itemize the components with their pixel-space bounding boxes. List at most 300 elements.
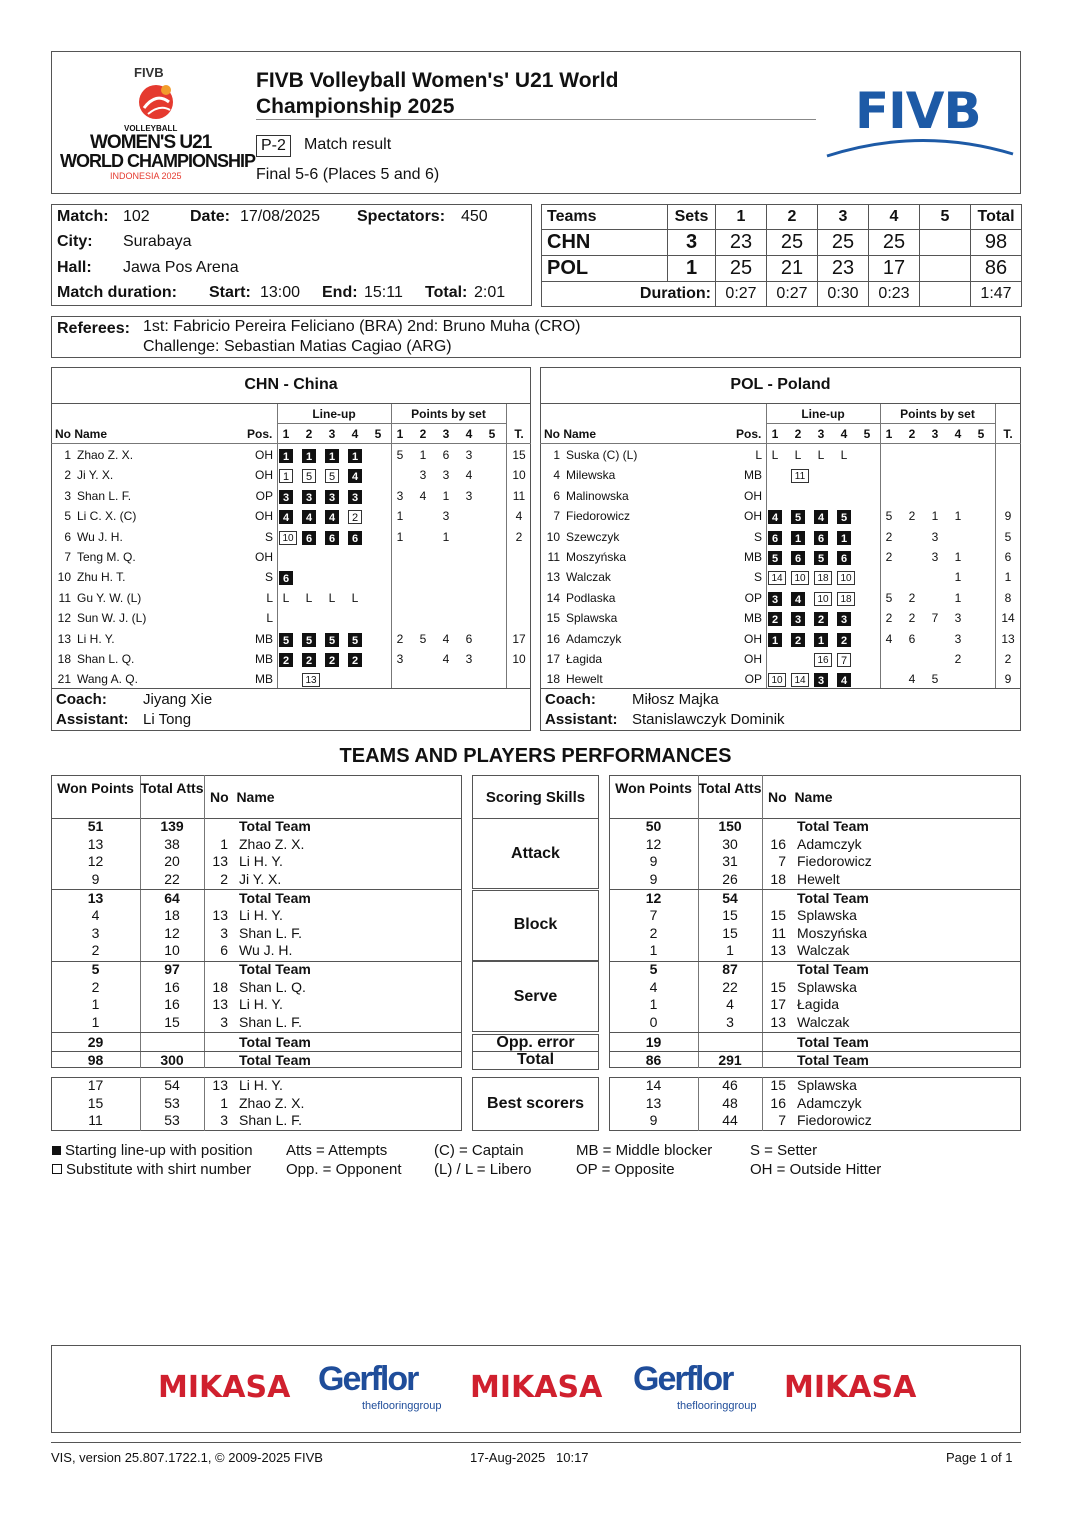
player-name: Moszyńska [566,550,627,564]
total-atts: 15 [722,907,738,923]
total-atts: 54 [164,1077,180,1093]
starting-position: 5 [279,633,293,647]
points-col-header: 5 [488,427,496,441]
libero-mark: L [328,590,336,605]
perf-column-divider [204,775,205,1068]
player-name: Milewska [566,468,616,483]
score-set1: 23 [716,230,767,256]
lineup-col-header: 4 [351,427,359,441]
player-name: Shan L. F. [239,1013,303,1030]
won-points: 2 [649,924,658,941]
won-points: 12 [645,889,662,906]
score-head-set3: 3 [818,205,869,230]
player-name: Splawska [797,978,857,995]
header-divider [277,423,506,424]
player-number: 6 [220,942,228,958]
event-title-line2: Championship 2025 [256,95,455,118]
total-atts: 97 [164,961,180,977]
player-name: Li H. Y. [239,907,283,923]
duration-label: Match duration: [57,284,177,301]
skill-label: Serve [472,961,599,1032]
player-number: 12 [57,611,71,626]
skill-label: Total [472,1051,599,1070]
substitute-number: 14 [791,673,809,687]
team-title: CHN - China [244,376,338,393]
player-name: Splawska [797,1077,857,1093]
perf-column-divider [204,1077,205,1131]
set-points: 3 [954,611,962,626]
score-head-set2: 2 [767,205,818,230]
score-head-set5: 5 [920,205,971,230]
won-points: 11 [88,1112,103,1128]
referees-label: Referees: [57,320,130,337]
starting-position: 4 [837,673,851,687]
legend-text: (C) = Captain [434,1142,524,1159]
libero-mark: L [817,448,825,462]
starting-position: 2 [768,612,782,626]
player-number: 18 [57,652,71,666]
won-points: 51 [87,818,104,834]
total-atts: 15 [722,924,738,941]
player-total: 15 [512,448,526,462]
lineup-header: Line-up [312,407,356,421]
score-set1: 25 [716,256,767,282]
skill-label: Opp. error [472,1034,599,1052]
total-atts: 26 [722,870,738,887]
substitute-number: 2 [348,510,362,524]
starting-position: 6 [325,531,339,545]
libero-mark: L [351,590,359,605]
set-points: 3 [442,468,450,483]
player-position: OH [744,631,762,646]
starting-position: 4 [768,510,782,524]
score-row-pol [542,256,1022,282]
duration-row-label: Duration: [542,282,716,307]
match-date: 17/08/2025 [240,208,321,225]
points-col-header: 1 [885,427,893,441]
assistant-name: Li Tong [143,711,192,728]
player-name: Moszyńska [797,924,868,941]
libero-mark: L [840,448,848,462]
sponsor-mikasa: MIKASA [158,1370,291,1405]
starting-position: 3 [325,490,339,504]
player-number: 17 [770,996,786,1012]
starting-position: 5 [325,633,339,647]
total-col-header: T. [1003,427,1013,441]
won-points: 9 [649,870,658,887]
set-points: 3 [396,488,404,503]
total-atts: 20 [164,853,180,869]
player-position: MB [255,631,273,646]
starting-position: 3 [279,490,293,504]
player-name: Łagida [797,996,840,1012]
player-position: S [264,529,273,544]
referees-line1: 1st: Fabricio Pereira Feliciano (BRA) 2nd: Bruno Muha (CRO) [143,318,581,335]
score-header-row [542,205,1022,230]
player-name: Total Team [797,1033,869,1050]
legend-sub [52,1161,251,1178]
score-row-chn [542,230,1022,256]
score-set3: 25 [818,230,869,256]
player-name: Splawska [797,907,857,923]
sponsor-mikasa: MIKASA [470,1370,603,1405]
duration-row [542,282,1022,307]
starting-position: 2 [791,633,805,647]
legend-text: OP = Opposite [576,1161,675,1178]
score-head-set1: 1 [716,205,767,230]
set-points: 1 [954,550,962,564]
player-number: 16 [770,1094,786,1111]
lineup-col-header: 2 [305,427,313,441]
player-total: 8 [1004,590,1012,605]
starting-position: 4 [791,592,805,606]
logo-vb: VOLLEYBALL [124,124,178,133]
player-position: OH [255,550,273,564]
score-set5 [920,256,971,282]
won-points-header: Won Points [57,780,134,796]
total-atts-header: Total Atts [140,780,204,796]
sponsor-gerflor [318,1360,458,1420]
team-title-divider [540,403,1021,404]
player-number: 7 [778,853,786,869]
starting-position: 3 [814,673,828,687]
player-number: 7 [778,1112,786,1128]
score-set4: 25 [869,230,920,256]
player-number: 7 [553,509,560,524]
player-name: Shan L. Q. [239,978,306,995]
substitute-square-icon [52,1164,62,1174]
won-points: 2 [91,942,100,958]
score-team: POL [542,256,668,282]
player-name: Shan L. F. [239,924,303,941]
points-col-header: 2 [908,427,916,441]
won-points: 9 [91,870,100,887]
set-points: 3 [419,468,427,483]
player-name: Total Team [239,889,311,906]
player-name: Adamczyk [797,1094,862,1111]
total-atts: 53 [164,1094,180,1111]
player-position: OH [744,652,762,666]
won-points: 7 [649,907,658,923]
won-points: 13 [645,1094,662,1111]
gerflor-name: Gerflor [633,1360,733,1398]
player-position: L [755,448,762,462]
fivb-swoosh-icon [825,132,1015,158]
perf-title: TEAMS AND PLAYERS PERFORMANCES [339,745,732,767]
total-atts: 22 [722,978,738,995]
starting-position: 1 [325,449,339,463]
player-name: Ji Y. X. [239,870,282,887]
player-name: Li H. Y. [239,996,283,1012]
player-name: Wu J. H. [77,529,123,544]
substitute-number: 13 [302,673,320,687]
event-logo [60,62,255,187]
player-number: 10 [546,529,560,544]
duration-set3: 0:30 [818,282,869,307]
lineup-col-header: 3 [328,427,336,441]
player-number: 10 [57,570,71,585]
logo-line1: WOMEN'S U21 [90,132,212,153]
player-position: S [264,570,273,585]
total-atts: 10 [164,942,180,958]
won-points: 1 [91,996,100,1012]
starting-position: 3 [768,592,782,606]
won-points: 3 [91,924,100,941]
player-number: 6 [553,488,560,503]
player-position: MB [744,468,762,483]
player-name: Gu Y. W. (L) [77,590,142,605]
start-label: Start: [209,284,251,301]
player-position: OP [744,672,762,687]
set-points: 4 [908,672,916,687]
legend-text: OH = Outside Hitter [750,1161,882,1178]
doc-code: P-2 [256,135,291,157]
player-number: 7 [64,550,71,564]
starting-position: 2 [837,633,851,647]
set-points: 3 [931,529,939,544]
player-number: 13 [212,853,228,869]
set-points: 2 [908,509,916,524]
lineup-col-header: 3 [817,427,825,441]
total-label: Total: [425,284,468,301]
player-position: OH [744,509,762,524]
player-name: Total Team [239,1051,311,1068]
substitute-number: 18 [814,571,832,585]
assistant-label: Assistant: [545,711,618,728]
player-total: 17 [512,631,526,646]
legend-text: Starting line-up with position [65,1142,253,1159]
fivb-brand-logo [825,82,1015,162]
substitute-number: 10 [837,571,855,585]
won-points: 12 [87,853,104,869]
won-points: 5 [649,961,658,977]
player-name: Walczak [797,1013,850,1030]
player-name: Adamczyk [566,631,622,646]
player-number: 11 [771,924,786,941]
set-points: 5 [885,509,893,524]
skill-label: Best scorers [472,1077,599,1131]
match-phase: Final 5-6 (Places 5 and 6) [256,166,440,183]
player-number: 3 [220,1112,228,1128]
player-number: 3 [220,1013,228,1030]
logo-line3: INDONESIA 2025 [110,171,182,181]
points-header: Points by set [900,407,975,421]
won-points: 1 [649,942,658,958]
player-name: Wang A. Q. [77,672,138,687]
player-number: 14 [546,590,560,605]
volleyball-logo-icon [136,82,176,122]
substitute-number: 1 [279,469,293,483]
total-atts: 4 [726,996,734,1012]
sponsor-gerflor [633,1360,773,1420]
score-set4: 17 [869,256,920,282]
player-number: 15 [770,1077,786,1093]
starting-position: 1 [837,531,851,545]
player-number: 3 [220,924,228,941]
legend-text: Atts = Attempts [286,1142,388,1159]
logo-fivb-small: FIVB [134,65,164,80]
player-name: Shan L. F. [77,488,132,503]
set-points: 6 [442,448,450,462]
total-atts: 22 [164,870,180,887]
libero-mark: L [305,590,313,605]
player-number: 2 [64,468,71,483]
duration-total: 1:47 [971,282,1022,307]
player-name: Hewelt [797,870,840,887]
set-points: 1 [419,448,427,462]
starting-position: 4 [814,510,828,524]
substitute-number: 10 [791,571,809,585]
player-position: MB [744,550,762,564]
total-atts: 15 [164,1013,180,1030]
player-number: 4 [553,468,560,483]
libero-mark: L [794,448,802,462]
total-atts: 291 [718,1051,742,1068]
player-number: 18 [546,672,560,687]
set-points: 2 [885,529,893,544]
won-points: 4 [649,978,658,995]
player-position: OP [255,488,273,503]
won-points: 13 [87,889,104,906]
set-points: 2 [908,611,916,626]
coach-name: Miłosz Majka [632,691,719,708]
libero-mark: L [771,448,779,462]
doc-name: Match result [304,136,392,153]
total-atts: 300 [160,1051,184,1068]
won-points: 2 [91,978,100,995]
player-name: Fiedorowicz [797,1112,872,1128]
city-label: City: [57,233,93,250]
event-title-line1: FIVB Volleyball Women's' U21 World [256,69,619,92]
no-name-header: No Name [210,789,275,805]
player-position: OH [255,468,273,483]
lineup-header: Line-up [801,407,845,421]
score-head-sets: Sets [668,205,716,230]
player-name: Teng M. Q. [77,550,136,564]
starting-position: 1 [791,531,805,545]
gerflor-name: Gerflor [318,1360,418,1398]
score-set2: 25 [767,230,818,256]
total-atts: 44 [722,1112,738,1128]
starting-position: 1 [768,633,782,647]
total-atts: 38 [164,835,180,852]
player-total: 14 [1001,611,1015,626]
player-name: Zhu H. T. [77,570,126,585]
duration-set5 [920,282,971,307]
score-sets: 1 [668,256,716,282]
score-total: 98 [971,230,1022,256]
player-number: 13 [212,996,228,1012]
set-points: 2 [885,550,893,564]
total-atts: 139 [160,818,184,834]
player-number: 13 [770,1013,786,1030]
starting-position: 4 [279,510,293,524]
substitute-number: 11 [791,469,809,483]
player-position: L [266,611,273,626]
player-total: 6 [1004,550,1012,564]
legend-text: (L) / L = Libero [434,1161,532,1178]
set-points: 1 [396,529,404,544]
total-atts: 16 [164,996,180,1012]
referees-line2: Challenge: Sebastian Matias Cagiao (ARG) [143,338,452,355]
skill-label: Attack [472,818,599,889]
assistant-name: Stanislawczyk Dominik [632,711,785,728]
player-name: Wu J. H. [239,942,293,958]
spectators-count: 450 [461,208,488,225]
total-atts: 54 [722,889,738,906]
set-points: 3 [931,550,939,564]
score-set2: 21 [767,256,818,282]
player-name: Total Team [797,1051,869,1068]
player-total: 4 [515,509,523,524]
starting-position: 5 [814,551,828,565]
player-total: 13 [1001,631,1015,646]
starting-position: 6 [837,551,851,565]
set-points: 5 [419,631,427,646]
player-number: 1 [220,1094,228,1111]
team-title-divider [51,403,531,404]
set-points: 4 [885,631,893,646]
legend [52,1142,1012,1182]
starting-position: 6 [348,531,362,545]
starting-position: 3 [791,612,805,626]
lineup-col-header: 2 [794,427,802,441]
player-name: Walczak [566,570,611,585]
player-name: Li H. Y. [77,631,115,646]
total-atts: 150 [718,818,742,834]
player-position: MB [255,672,273,687]
team-title: POL - Poland [730,376,831,393]
score-total: 86 [971,256,1022,282]
set-points: 2 [954,652,962,666]
score-set5 [920,230,971,256]
player-name: Total Team [797,889,869,906]
substitute-number: 10 [814,592,832,606]
points-header: Points by set [411,407,486,421]
set-points: 3 [465,448,473,462]
player-position: MB [744,611,762,626]
legend-text: Opp. = Opponent [286,1161,402,1178]
player-name: Fiedorowicz [566,509,631,524]
won-points: 50 [645,818,662,834]
player-number: 18 [212,978,228,995]
player-number: 13 [770,942,786,958]
player-name: Zhao Z. X. [77,448,134,462]
won-points: 19 [645,1033,662,1050]
player-name: Szewczyk [566,529,620,544]
player-number: 18 [770,870,786,887]
set-points: 1 [954,570,962,585]
starting-position: 6 [279,571,293,585]
coach-label: Coach: [545,691,596,708]
total-atts: 87 [722,961,738,977]
substitute-number: 10 [768,673,786,687]
player-name: Total Team [239,818,311,834]
starting-position: 6 [302,531,316,545]
set-points: 4 [419,488,427,503]
player-name: Walczak [797,942,850,958]
start-value: 13:00 [260,284,301,301]
won-points-header: Won Points [615,780,692,796]
hall-value: Jawa Pos Arena [123,259,239,276]
set-points: 1 [954,509,962,524]
pos-header: Pos. [736,427,762,441]
total-atts: 1 [726,942,734,958]
total-atts: 18 [164,907,180,923]
starting-position: 3 [302,490,316,504]
footer-timestamp: 17-Aug-2025 10:17 [470,1450,589,1465]
spectators-label: Spectators: [357,208,446,225]
